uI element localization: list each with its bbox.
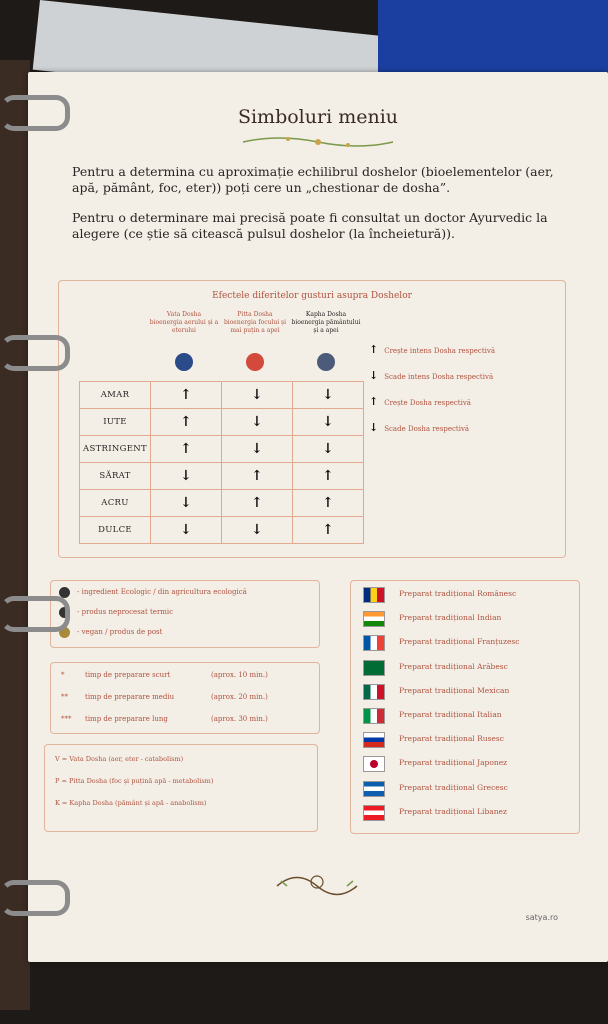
arrow-legend-item xyxy=(369,421,469,434)
taste-row xyxy=(80,517,364,544)
flag-disc xyxy=(370,760,378,768)
arrow-icon: ↓ xyxy=(369,421,379,434)
dosha-name: Vata Dosha xyxy=(166,311,202,318)
flag-icon xyxy=(363,781,385,797)
dosha-legend-item: V = Vata Dosha (aer, eter - catabolism) xyxy=(55,755,184,763)
menu-page xyxy=(28,72,608,962)
taste-cell xyxy=(222,490,293,517)
eco-legend-label: - ingredient Ecologic / din agricultura ecologică xyxy=(77,588,247,596)
arrow-legend-label: Scade Dosha respectivă xyxy=(384,425,470,433)
time-label: timp de preparare scurt xyxy=(85,671,171,679)
dosha-desc: bioenergia pământului și a apei xyxy=(291,319,361,334)
vata-icon xyxy=(175,353,193,371)
flag-icon xyxy=(363,611,385,627)
taste-label: IUTE xyxy=(80,409,151,436)
arrow-icon: ↑ xyxy=(322,522,334,538)
background-blue-object xyxy=(378,0,608,80)
flag-label: Preparat tradițional Italian xyxy=(399,710,502,719)
flag-label: Preparat tradițional Românesc xyxy=(399,589,517,598)
taste-cell xyxy=(222,409,293,436)
website-label: satya.ro xyxy=(525,913,558,922)
arrow-icon: ↓ xyxy=(251,414,263,430)
taste-cell xyxy=(151,517,222,544)
dosha-header-pitta xyxy=(220,311,290,335)
taste-cell xyxy=(222,382,293,409)
page-title: Simboluri meniu xyxy=(237,106,399,128)
time-mark: ** xyxy=(61,693,68,701)
binder-ring-1 xyxy=(0,95,70,131)
eco-legend-label: - vegan / produs de post xyxy=(77,628,163,636)
taste-row xyxy=(80,436,364,463)
ornament-icon xyxy=(272,864,362,904)
arrow-icon: ↑ xyxy=(180,414,192,430)
kapha-icon xyxy=(317,353,335,371)
time-legend-box xyxy=(50,662,320,734)
arrow-icon: ↓ xyxy=(251,522,263,538)
flag-label: Preparat tradițional Libanez xyxy=(399,806,507,816)
arrow-icon: ↓ xyxy=(180,468,192,484)
flag-label: Preparat tradițional Rusesc xyxy=(399,734,504,744)
pitta-icon xyxy=(246,353,264,371)
taste-row xyxy=(80,463,364,490)
arrow-icon: ↓ xyxy=(251,441,263,457)
taste-row xyxy=(80,382,364,409)
arrow-icon: ↓ xyxy=(322,441,334,457)
taste-cell xyxy=(293,517,364,544)
arrow-icon: ↓ xyxy=(322,387,334,403)
binder-ring-4 xyxy=(0,880,70,916)
time-duration: (aprox. 30 min.) xyxy=(211,715,268,723)
taste-cell xyxy=(222,463,293,490)
eco-legend-label: - produs neprocesat termic xyxy=(77,608,174,616)
taste-label: ACRU xyxy=(80,490,151,517)
arrow-legend-label: Crește Dosha respectivă xyxy=(384,399,471,407)
time-label: timp de preparare mediu xyxy=(85,693,175,701)
flag-icon xyxy=(363,805,385,821)
taste-cell xyxy=(293,463,364,490)
arrow-icon: ↓ xyxy=(369,369,379,382)
arrow-icon: ↓ xyxy=(251,387,263,403)
time-mark: *** xyxy=(61,715,72,723)
dosha-legend-box xyxy=(44,744,318,832)
dosha-desc: bioenergia focului și mai puțin a apei xyxy=(223,319,287,334)
time-duration: (aprox. 20 min.) xyxy=(211,693,268,701)
dosha-header-kapha xyxy=(291,311,361,335)
flag-icon xyxy=(363,587,385,603)
taste-table xyxy=(79,381,364,544)
dosha-name: Pitta Dosha xyxy=(237,311,273,318)
arrow-icon: ↓ xyxy=(180,495,192,511)
taste-cell xyxy=(151,436,222,463)
arrow-icon: ↑ xyxy=(322,495,334,511)
arrow-icon: ↓ xyxy=(180,522,192,538)
binder-ring-3 xyxy=(0,596,70,632)
taste-cell xyxy=(222,436,293,463)
arrow-legend-item xyxy=(369,343,495,356)
flag-label: Preparat tradițional Franțuzesc xyxy=(399,637,520,647)
time-duration: (aprox. 10 min.) xyxy=(211,671,268,679)
arrow-icon: ↓ xyxy=(322,414,334,430)
binder-ring-2 xyxy=(0,335,70,371)
arrow-legend-item xyxy=(369,369,493,382)
effects-title: Efectele diferitelor gusturi asupra Doshelor xyxy=(212,291,412,301)
flag-label: Preparat tradițional Japonez xyxy=(399,758,508,768)
arrow-icon: ↑ xyxy=(322,468,334,484)
dosha-legend-item: P = Pitta Dosha (foc și puțină apă - metabolism) xyxy=(55,777,214,785)
dosha-header-vata xyxy=(149,311,219,335)
intro-paragraph-1: Pentru a determina cu aproximație echilibrul doshelor (bioelementelor (aer, apă, pământ, foc, eter)) poți cere un „chestionar de dosha”. xyxy=(72,164,554,195)
arrow-icon: ↑ xyxy=(251,468,263,484)
dosha-name: Kapha Dosha xyxy=(305,311,347,318)
flag-label: Preparat tradițional Arăbesc xyxy=(399,661,508,671)
flag-icon xyxy=(363,635,385,651)
taste-cell xyxy=(293,436,364,463)
taste-label: ASTRINGENT xyxy=(80,436,151,463)
binder-cover xyxy=(0,60,30,1010)
dosha-legend-item: K = Kapha Dosha (pământ și apă - anabolism) xyxy=(55,799,207,807)
taste-cell xyxy=(293,382,364,409)
taste-cell xyxy=(151,382,222,409)
time-mark: * xyxy=(61,671,65,679)
taste-cell xyxy=(151,409,222,436)
arrow-legend-label: Scade intens Dosha respectivă xyxy=(384,373,494,381)
taste-cell xyxy=(293,490,364,517)
taste-label: AMAR xyxy=(80,382,151,409)
flag-icon xyxy=(363,708,385,724)
arrow-icon: ↑ xyxy=(180,387,192,403)
flag-icon xyxy=(363,756,385,772)
intro-paragraph-2: Pentru o determinare mai precisă poate fi consultat un doctor Ayurvedic la alegere (ce știe să citească pulsul doshelor (la încheietură)). xyxy=(72,210,548,241)
flag-label: Preparat tradițional Mexican xyxy=(399,685,510,695)
taste-cell xyxy=(151,490,222,517)
flag-label: Preparat tradițional Indian xyxy=(399,613,502,623)
taste-cell xyxy=(151,463,222,490)
arrow-icon: ↑ xyxy=(251,495,263,511)
arrow-icon: ↑ xyxy=(180,441,192,457)
flags-legend-box xyxy=(350,580,580,834)
taste-label: DULCE xyxy=(80,517,151,544)
taste-cell xyxy=(222,517,293,544)
flag-label: Preparat tradițional Grecesc xyxy=(399,782,508,792)
effects-box xyxy=(58,280,566,558)
time-label: timp de preparare lung xyxy=(85,715,168,723)
flag-icon xyxy=(363,732,385,748)
flag-icon xyxy=(363,684,385,700)
arrow-legend-item xyxy=(369,395,471,408)
eco-legend-box xyxy=(50,580,320,648)
arrow-icon: ↑ xyxy=(369,395,379,408)
dosha-desc: bioenergia aerului și a eterului xyxy=(149,319,219,334)
taste-label: SĂRAT xyxy=(80,463,151,490)
taste-row xyxy=(80,490,364,517)
floral-divider-icon xyxy=(238,132,398,152)
taste-cell xyxy=(293,409,364,436)
arrow-legend-label: Crește intens Dosha respectivă xyxy=(384,347,495,355)
arrow-icon: ↑ xyxy=(369,343,379,356)
taste-row xyxy=(80,409,364,436)
flag-icon xyxy=(363,660,385,676)
